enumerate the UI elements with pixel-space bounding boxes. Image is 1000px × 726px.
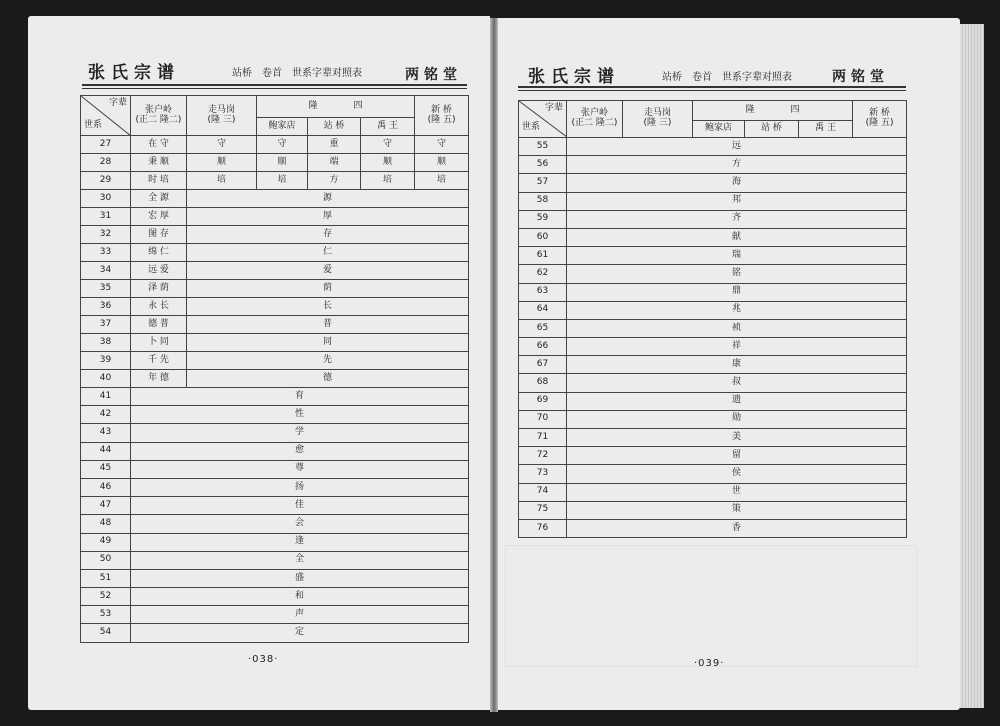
table-row: [81, 569, 469, 587]
corner-header-bottom: 世系: [84, 120, 103, 131]
shared-generation-character: 同: [187, 334, 469, 352]
shared-generation-character: 存: [187, 226, 469, 244]
generation-number: 68: [519, 374, 567, 392]
generation-number: 73: [519, 465, 567, 483]
shared-generation-character: 齐: [567, 210, 907, 228]
table-row: [81, 226, 469, 244]
generation-number: 65: [519, 319, 567, 337]
corner-header-cell: [81, 96, 131, 136]
bleed-through-frame: [505, 545, 917, 667]
col-header-group-long-si: 隆 四: [693, 101, 853, 121]
shared-generation-character: 逢: [131, 533, 469, 551]
shared-generation-character: 荫: [187, 280, 469, 298]
zhanghuling-name: 在 守: [131, 136, 187, 154]
table-row: [81, 136, 469, 154]
zhanghuling-name: 永 长: [131, 298, 187, 316]
col-header-zhanqiao: 站 桥: [745, 121, 799, 138]
shared-generation-character: 康: [567, 356, 907, 374]
shared-generation-character: 扬: [131, 478, 469, 496]
generation-number: 69: [519, 392, 567, 410]
generation-number: 58: [519, 192, 567, 210]
table-row: [519, 174, 907, 192]
table-row: [81, 497, 469, 515]
generation-number: 28: [81, 154, 131, 172]
table-row: [81, 280, 469, 298]
table-row: [81, 190, 469, 208]
col-header-baojiadian: 鲍家店: [693, 121, 745, 138]
table-row: [519, 338, 907, 356]
shared-generation-character: 叔: [567, 374, 907, 392]
generation-number: 74: [519, 483, 567, 501]
col-header-zoumagang: 走马岗 (隆 三): [187, 96, 257, 136]
corner-header-top: 字辈: [544, 103, 563, 113]
shared-generation-character: 海: [567, 174, 907, 192]
shared-generation-character: 声: [131, 606, 469, 624]
shared-generation-character: 留: [567, 447, 907, 465]
corner-header-top: 字辈: [108, 98, 127, 108]
generation-number: 31: [81, 208, 131, 226]
generation-number: 72: [519, 447, 567, 465]
section-title: 站桥 卷首 世系字辈对照表: [232, 68, 362, 79]
yuwang-name: 守: [361, 136, 415, 154]
zhanghuling-name: 千 先: [131, 352, 187, 370]
table-row: [81, 406, 469, 424]
generation-number: 33: [81, 244, 131, 262]
hall-name: 两铭堂: [832, 69, 889, 85]
generation-table-right: [518, 100, 907, 538]
generation-number: 35: [81, 280, 131, 298]
table-row: [519, 228, 907, 246]
generation-number: 46: [81, 478, 131, 496]
shared-generation-character: 定: [131, 624, 469, 642]
corner-header-bottom: 世系: [522, 122, 541, 133]
zhanghuling-name: 泽 荫: [131, 280, 187, 298]
table-row: [519, 192, 907, 210]
table-row: [519, 356, 907, 374]
section-title: 站桥 卷首 世系字辈对照表: [662, 72, 792, 83]
table-row: [81, 424, 469, 442]
col-header-group-long-si: 隆 四: [257, 96, 415, 118]
hall-name: 两铭堂: [405, 67, 462, 83]
shared-generation-character: 美: [567, 429, 907, 447]
zhanghuling-name: 卜 同: [131, 334, 187, 352]
table-row: [519, 156, 907, 174]
generation-number: 60: [519, 228, 567, 246]
generation-number: 49: [81, 533, 131, 551]
table-row: [81, 588, 469, 606]
header-rule-thin: [518, 90, 906, 91]
zhanghuling-name: 时 培: [131, 172, 187, 190]
generation-number: 55: [519, 138, 567, 156]
col-header-xinqiao: 新 桥 (隆 五): [853, 101, 907, 138]
yuwang-name: 培: [361, 172, 415, 190]
generation-number: 59: [519, 210, 567, 228]
shared-generation-character: 厚: [187, 208, 469, 226]
generation-number: 53: [81, 606, 131, 624]
zhanghuling-name: 秉 顺: [131, 154, 187, 172]
zhanghuling-name: 全 源: [131, 190, 187, 208]
table-row: [519, 465, 907, 483]
shared-generation-character: 普: [187, 316, 469, 334]
generation-number: 51: [81, 569, 131, 587]
shared-generation-character: 邦: [567, 192, 907, 210]
shared-generation-character: 祥: [567, 338, 907, 356]
corner-header-cell: [519, 101, 567, 138]
shared-generation-character: 会: [131, 515, 469, 533]
shared-generation-character: 学: [131, 424, 469, 442]
generation-number: 36: [81, 298, 131, 316]
xinqiao-name: 守: [415, 136, 469, 154]
shared-generation-character: 全: [131, 551, 469, 569]
shared-generation-character: 育: [131, 388, 469, 406]
table-row: [519, 210, 907, 228]
shared-generation-character: 盛: [131, 569, 469, 587]
generation-number: 39: [81, 352, 131, 370]
table-row: [81, 298, 469, 316]
zhanqiao-name: 重: [308, 136, 361, 154]
generation-number: 62: [519, 265, 567, 283]
shared-generation-character: 香: [567, 519, 907, 537]
shared-generation-character: 源: [187, 190, 469, 208]
shared-generation-character: 鼎: [567, 283, 907, 301]
generation-number: 40: [81, 370, 131, 388]
generation-number: 43: [81, 424, 131, 442]
yuwang-name: 顺: [361, 154, 415, 172]
table-row: [81, 460, 469, 478]
generation-number: 29: [81, 172, 131, 190]
book-title: 张氏宗谱: [88, 63, 180, 83]
shared-generation-character: 长: [187, 298, 469, 316]
zhanqiao-name: 方: [308, 172, 361, 190]
shared-generation-character: 祯: [567, 319, 907, 337]
col-header-zhanghuling: 张户岭 (正二 隆二): [567, 101, 623, 138]
shared-generation-character: 先: [187, 352, 469, 370]
zoumagang-name: 顺: [187, 154, 257, 172]
generation-number: 75: [519, 501, 567, 519]
shared-generation-character: 铭: [567, 265, 907, 283]
page-number: ·038·: [248, 654, 279, 665]
shared-generation-character: 性: [131, 406, 469, 424]
header-rule-thin: [82, 88, 467, 89]
table-row: [81, 533, 469, 551]
table-row: [81, 478, 469, 496]
table-row: [519, 519, 907, 537]
generation-number: 54: [81, 624, 131, 642]
generation-number: 30: [81, 190, 131, 208]
table-row: [519, 392, 907, 410]
shared-generation-character: 瑞: [567, 247, 907, 265]
col-header-baojiadian: 鲍家店: [257, 118, 308, 136]
baojiadian-name: 守: [257, 136, 308, 154]
zoumagang-name: 守: [187, 136, 257, 154]
generation-number: 47: [81, 497, 131, 515]
generation-number: 32: [81, 226, 131, 244]
generation-number: 27: [81, 136, 131, 154]
generation-number: 41: [81, 388, 131, 406]
table-row: [519, 319, 907, 337]
table-row: [81, 606, 469, 624]
generation-number: 76: [519, 519, 567, 537]
xinqiao-name: 培: [415, 172, 469, 190]
col-header-yuwang: 禹 王: [361, 118, 415, 136]
table-row: [519, 483, 907, 501]
generation-number: 63: [519, 283, 567, 301]
book-gutter: [490, 18, 498, 712]
table-row: [519, 410, 907, 428]
baojiadian-name: 培: [257, 172, 308, 190]
col-header-zoumagang: 走马岗 (隆 三): [623, 101, 693, 138]
header-rule: [518, 86, 906, 88]
shared-generation-character: 献: [567, 228, 907, 246]
table-row: [519, 301, 907, 319]
generation-number: 64: [519, 301, 567, 319]
table-row: [81, 352, 469, 370]
generation-number: 70: [519, 410, 567, 428]
generation-number: 44: [81, 442, 131, 460]
table-row: [519, 429, 907, 447]
generation-number: 61: [519, 247, 567, 265]
table-row: [519, 501, 907, 519]
page-number: ·039·: [694, 658, 725, 669]
generation-number: 37: [81, 316, 131, 334]
col-header-xinqiao: 新 桥 (隆 五): [415, 96, 469, 136]
table-row: [81, 370, 469, 388]
shared-generation-character: 爱: [187, 262, 469, 280]
baojiadian-name: 顺: [257, 154, 308, 172]
table-row: [81, 442, 469, 460]
zhanghuling-name: 绵 仁: [131, 244, 187, 262]
shared-generation-character: 愈: [131, 442, 469, 460]
shared-generation-character: 和: [131, 588, 469, 606]
shared-generation-character: 远: [567, 138, 907, 156]
generation-number: 34: [81, 262, 131, 280]
table-row: [81, 154, 469, 172]
generation-number: 66: [519, 338, 567, 356]
generation-number: 67: [519, 356, 567, 374]
generation-number: 71: [519, 429, 567, 447]
table-row: [519, 447, 907, 465]
zhanghuling-name: 年 德: [131, 370, 187, 388]
xinqiao-name: 顺: [415, 154, 469, 172]
shared-generation-character: 德: [187, 370, 469, 388]
generation-table-left: [80, 95, 469, 643]
shared-generation-character: 世: [567, 483, 907, 501]
col-header-yuwang: 禹 王: [799, 121, 853, 138]
shared-generation-character: 遗: [567, 392, 907, 410]
table-row: [81, 515, 469, 533]
generation-number: 57: [519, 174, 567, 192]
shared-generation-character: 仁: [187, 244, 469, 262]
zhanghuling-name: 远 爱: [131, 262, 187, 280]
zoumagang-name: 培: [187, 172, 257, 190]
zhanqiao-name: 端: [308, 154, 361, 172]
generation-number: 52: [81, 588, 131, 606]
table-row: [519, 374, 907, 392]
shared-generation-character: 侯: [567, 465, 907, 483]
table-row: [81, 172, 469, 190]
shared-generation-character: 兆: [567, 301, 907, 319]
col-header-zhanqiao: 站 桥: [308, 118, 361, 136]
generation-number: 38: [81, 334, 131, 352]
zhanghuling-name: 图 存: [131, 226, 187, 244]
generation-number: 50: [81, 551, 131, 569]
shared-generation-character: 策: [567, 501, 907, 519]
zhanghuling-name: 德 普: [131, 316, 187, 334]
generation-number: 45: [81, 460, 131, 478]
table-row: [81, 208, 469, 226]
table-row: [519, 138, 907, 156]
generation-number: 42: [81, 406, 131, 424]
table-row: [81, 551, 469, 569]
header-rule: [82, 84, 467, 86]
book-title: 张氏宗谱: [528, 67, 620, 87]
zhanghuling-name: 宏 厚: [131, 208, 187, 226]
table-row: [81, 262, 469, 280]
shared-generation-character: 方: [567, 156, 907, 174]
table-row: [81, 388, 469, 406]
table-row: [81, 316, 469, 334]
table-row: [81, 334, 469, 352]
col-header-zhanghuling: 张户岭 (正二 隆二): [131, 96, 187, 136]
table-row: [81, 244, 469, 262]
shared-generation-character: 佳: [131, 497, 469, 515]
table-row: [519, 283, 907, 301]
shared-generation-character: 勋: [567, 410, 907, 428]
table-row: [519, 265, 907, 283]
shared-generation-character: 尊: [131, 460, 469, 478]
page-edges: [960, 24, 984, 708]
generation-number: 56: [519, 156, 567, 174]
generation-number: 48: [81, 515, 131, 533]
table-row: [81, 624, 469, 642]
table-row: [519, 247, 907, 265]
